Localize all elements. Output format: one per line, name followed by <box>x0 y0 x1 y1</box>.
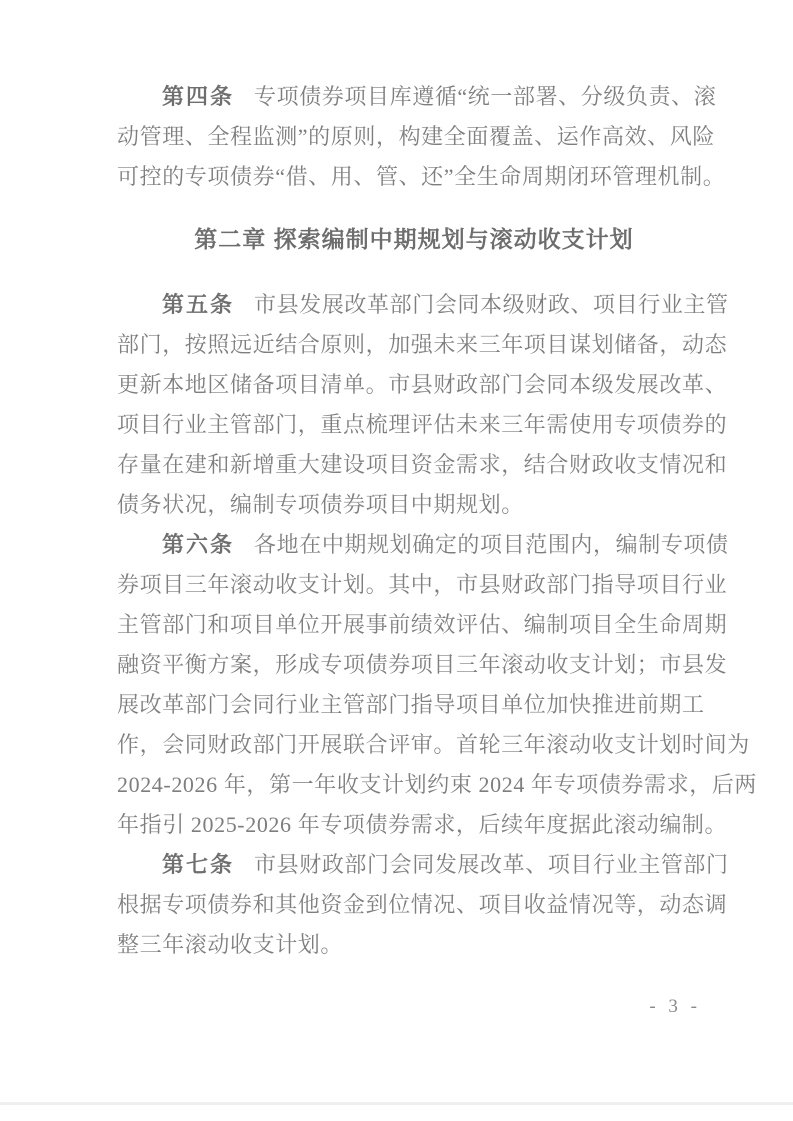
page-number: - 3 - <box>649 996 701 1017</box>
article-5-line-5: 存量在建和新增重大建设项目资金需求，结合财政收支情况和 <box>117 452 728 477</box>
article-6-line-3: 主管部门和项目单位开展事前绩效评估、编制项目全生命周期 <box>117 612 728 637</box>
article-7 <box>117 845 729 965</box>
article-6-line-4: 融资平衡方案，形成专项债券项目三年滚动收支计划；市县发 <box>117 652 728 677</box>
text-line <box>117 525 729 565</box>
scan-artifact-line <box>0 1102 793 1105</box>
article-4-line-2: 动管理、全程监测”的原则，构建全面覆盖、运作高效、风险 <box>117 124 715 149</box>
article-6-line-5: 展改革部门会同行业主管部门指导项目单位加快推进前期工 <box>117 692 705 717</box>
article-5 <box>117 285 729 525</box>
article-5-line-2: 部门，按照远近结合原则，加强未来三年项目谋划储备，动态 <box>117 332 728 357</box>
article-7-line-1: 市县财政部门会同发展改革、项目行业主管部门 <box>254 852 729 877</box>
article-6-line-8: 年指引 2025-2026 年专项债券需求，后续年度据此滚动编制。 <box>117 812 728 837</box>
article-4 <box>117 77 726 197</box>
article-7-line-2: 根据专项债券和其他资金到位情况、项目收益情况等，动态调 <box>117 892 728 917</box>
text-line <box>117 845 729 885</box>
article-5-line-3: 更新本地区储备项目清单。市县财政部门会同本级发展改革、 <box>117 372 728 397</box>
article-6-number: 第六条 <box>162 532 235 557</box>
article-6 <box>117 525 758 845</box>
document-body <box>117 77 758 965</box>
article-6-line-6: 作，会同财政部门开展联合评审。首轮三年滚动收支计划时间为 <box>117 732 750 757</box>
text-line <box>117 77 717 117</box>
article-6-line-7: 2024-2026 年，第一年收支计划约束 2024 年专项债券需求，后两 <box>117 772 758 797</box>
article-5-line-1: 市县发展改革部门会同本级财政、项目行业主管 <box>254 292 729 317</box>
text-line <box>117 285 729 325</box>
article-4-line-1: 专项债券项目库遵循“统一部署、分级负责、滚 <box>254 84 717 109</box>
article-5-line-4: 项目行业主管部门，重点梳理评估未来三年需使用专项债券的 <box>117 412 728 437</box>
article-4-line-3: 可控的专项债券“借、用、管、还”全生命周期闭环管理机制。 <box>117 164 726 189</box>
article-5-line-6: 债务状况，编制专项债券项目中期规划。 <box>117 492 524 517</box>
article-4-number: 第四条 <box>162 84 235 109</box>
article-6-line-1: 各地在中期规划确定的项目范围内，编制专项债 <box>254 532 729 557</box>
article-5-number: 第五条 <box>162 292 235 317</box>
chapter-heading: 第二章 探索编制中期规划与滚动收支计划 <box>194 226 634 252</box>
article-7-line-3: 整三年滚动收支计划。 <box>117 932 344 957</box>
article-6-line-2: 券项目三年滚动收支计划。其中，市县财政部门指导项目行业 <box>117 572 728 597</box>
article-7-number: 第七条 <box>162 852 235 877</box>
